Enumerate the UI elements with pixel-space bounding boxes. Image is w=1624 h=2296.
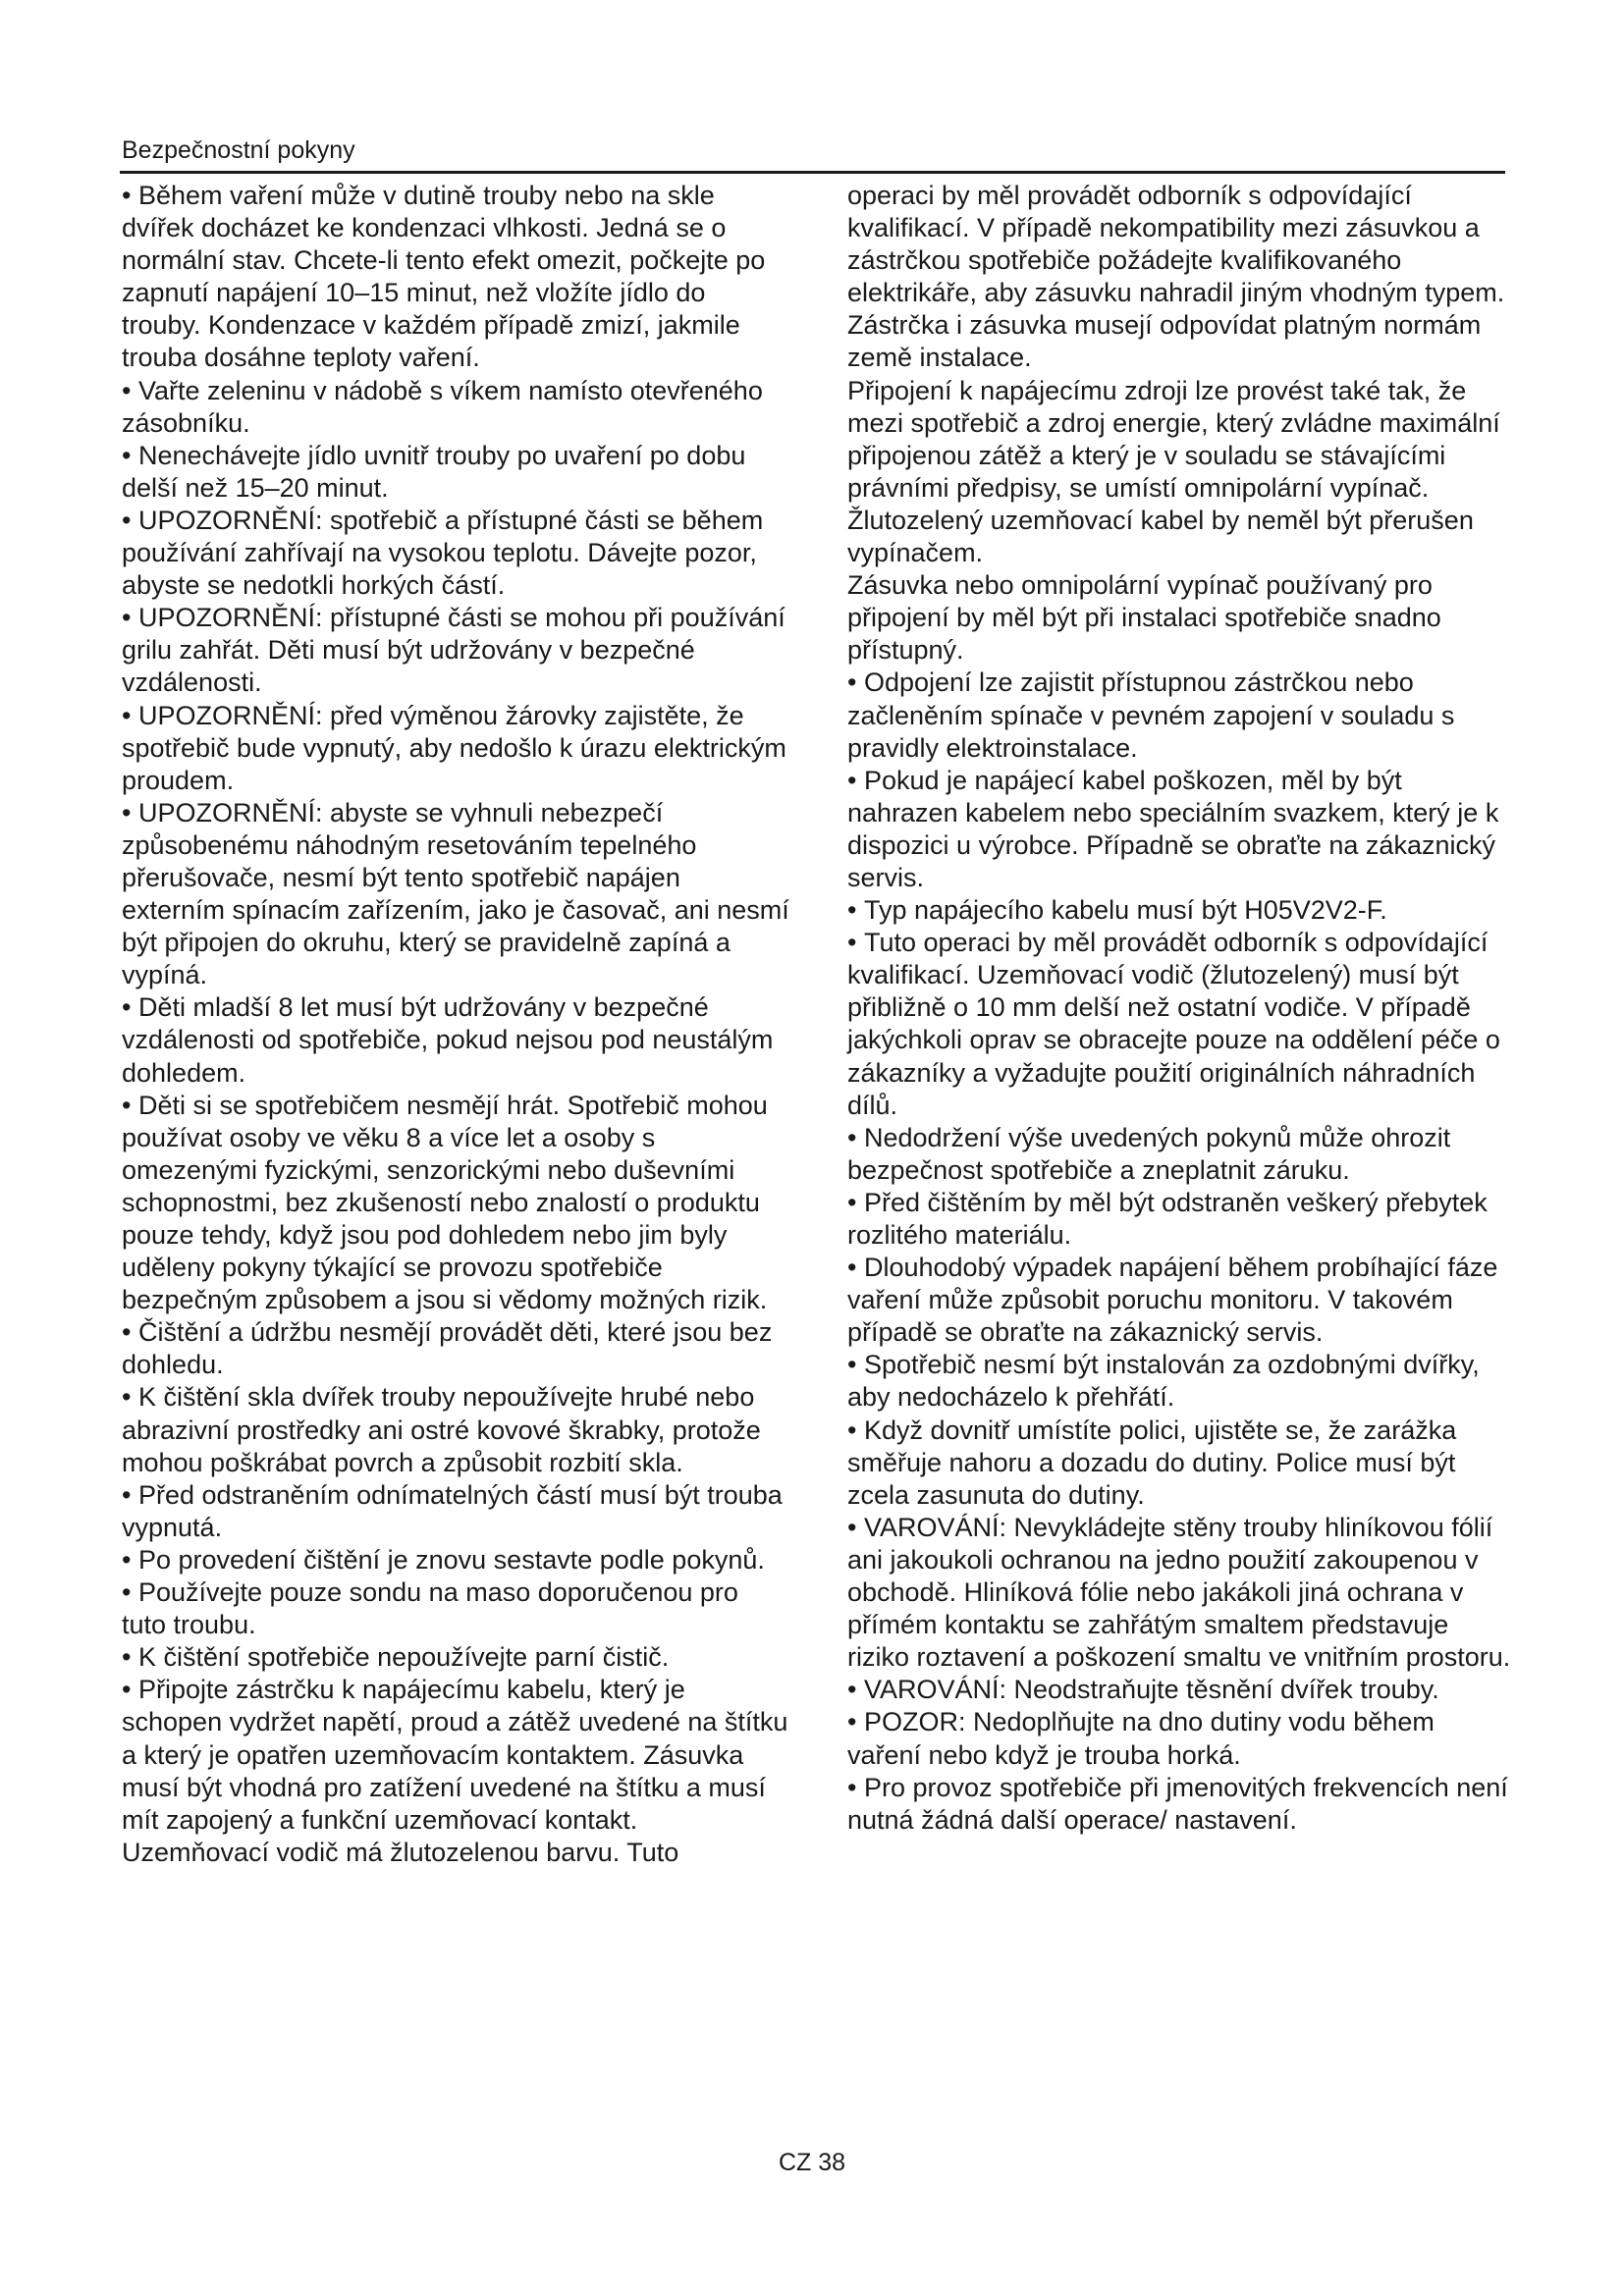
bullet-item: • Děti mladší 8 let musí být udržovány v bezpečné vzdálenosti od spotřebiče, pokud nejsou pod neustálým dohledem. [122, 991, 789, 1089]
bullet-item: • Tuto operaci by měl provádět odborník s odpovídající kvalifikací. Uzemňovací vodič (žlutozelený) musí být přibližně o 10 mm delší než ostatní vodiče. V případě jakýchkoli oprav se obracejte pouze na oddělení péče o zákazníky a vyžadujte použití originálních náhradních dílů. [847, 927, 1515, 1122]
right-column [847, 180, 1515, 1837]
bullet-item: • POZOR: Nedoplňujte na dno dutiny vodu během vaření nebo když je trouba horká. [847, 1706, 1515, 1771]
bullet-item: • UPOZORNĚNÍ: spotřebič a přístupné části se během používání zahřívají na vysokou teplotu. Dávejte pozor, abyste se nedotkli horkých částí. [122, 505, 789, 602]
bullet-item: • VAROVÁNÍ: Nevykládejte stěny trouby hliníkovou fólií ani jakoukoli ochranou na jedno použití zakoupenou v obchodě. Hliníková fólie nebo jakákoli jiná ochrana v přímém kontaktu se zahřátým smaltem představuje riziko roztavení a poškození smaltu ve vnitřním prostoru. [847, 1512, 1515, 1674]
bullet-item: • Během vaření může v dutině trouby nebo na skle dvířek docházet ke kondenzaci vlhkosti. Jedná se o normální stav. Chcete-li tento efekt omezit, počkejte po zapnutí napájení 10–15 minut, než vložíte jídlo do trouby. Kondenzace v každém případě zmizí, jakmile trouba dosáhne teploty vaření. [122, 180, 789, 375]
paragraph: operaci by měl provádět odborník s odpovídající kvalifikací. V případě nekompatibility mezi zásuvkou a zástrčkou spotřebiče požádejte kvalifikovaného elektrikáře, aby zásuvku nahradil jiným vhodným typem. Zástrčka i zásuvka musejí odpovídat platným normám země instalace. [847, 181, 1505, 373]
bullet-item: • Po provedení čištění je znovu sestavte podle pokynů. [122, 1544, 789, 1576]
left-column [122, 180, 789, 1869]
bullet-item: • UPOZORNĚNÍ: abyste se vyhnuli nebezpečí způsobenému náhodným resetováním tepelného přerušovače, nesmí být tento spotřebič napájen externím spínacím zařízením, jako je časovač, ani nesmí být připojen do okruhu, který se pravidelně zapíná a vypíná. [122, 797, 789, 992]
header-rule [120, 171, 1505, 174]
paragraph: Připojení k napájecímu zdroji lze provést také tak, že mezi spotřebič a zdroj energie, který zvládne maximální připojenou zátěž a který je v souladu se stávajícími právními předpisy, se umístí omnipolární vypínač. Žlutozelený uzemňovací kabel by neměl být přerušen vypínačem. [847, 375, 1500, 568]
page-header: Bezpečnostní pokyny [122, 136, 355, 164]
bullet-item: • Před čištěním by měl být odstraněn veškerý přebytek rozlitého materiálu. [847, 1187, 1515, 1252]
bullet-item: • Vařte zeleninu v nádobě s víkem namísto otevřeného zásobníku. [122, 375, 789, 440]
bullet-item: • K čištění skla dvířek trouby nepoužívejte hrubé nebo abrazivní prostředky ani ostré kovové škrabky, protože mohou poškrábat povrch a způsobit rozbití skla. [122, 1381, 789, 1478]
bullet-item: • UPOZORNĚNÍ: před výměnou žárovky zajistěte, že spotřebič bude vypnutý, aby nedošlo k úrazu elektrickým proudem. [122, 700, 789, 797]
bullet-item: • K čištění spotřebiče nepoužívejte parní čistič. [122, 1641, 789, 1674]
bullet-item: • Před odstraněním odnímatelných částí musí být trouba vypnutá. [122, 1479, 789, 1544]
bullet-item: • Dlouhodobý výpadek napájení během probíhající fáze vaření může způsobit poruchu monitoru. V takovém případě se obraťte na zákaznický servis. [847, 1252, 1515, 1349]
bullet-item: • Čištění a údržbu nesmějí provádět děti, které jsou bez dohledu. [122, 1316, 789, 1381]
bullet-item: • Pokud je napájecí kabel poškozen, měl by být nahrazen kabelem nebo speciálním svazkem, který je k dispozici u výrobce. Případně se obraťte na zákaznický servis. [847, 765, 1515, 894]
bullet-item: • Nenechávejte jídlo uvnitř trouby po uvaření po dobu delší než 15–20 minut. [122, 440, 789, 505]
paragraph: Zásuvka nebo omnipolární vypínač používaný pro připojení by měl být při instalaci spotřebiče snadno přístupný. [847, 570, 1441, 666]
bullet-item: • Připojte zástrčku k napájecímu kabelu, který je schopen vydržet napětí, proud a zátěž uvedené na štítku a který je opatřen uzemňovacím kontaktem. Zásuvka musí být vhodná pro zatížení uvedené na štítku a musí mít zapojený a funkční uzemňovací kontakt. [122, 1674, 789, 1836]
page-number: CZ 38 [778, 2149, 846, 2176]
bullet-item: • Odpojení lze zajistit přístupnou zástrčkou nebo začleněním spínače v pevném zapojení v souladu s pravidly elektroinstalace. [847, 667, 1515, 764]
paragraph: Uzemňovací vodič má žlutozelenou barvu. Tuto [122, 1837, 679, 1867]
bullet-item: • Pro provoz spotřebiče při jmenovitých frekvencích není nutná žádná další operace/ nastavení. [847, 1772, 1515, 1837]
bullet-item: • Nedodržení výše uvedených pokynů může ohrozit bezpečnost spotřebiče a zneplatnit záruku. [847, 1122, 1515, 1187]
bullet-item: • VAROVÁNÍ: Neodstraňujte těsnění dvířek trouby. [847, 1674, 1515, 1706]
bullet-item: • Typ napájecího kabelu musí být H05V2V2-F. [847, 894, 1515, 927]
bullet-item: • Když dovnitř umístíte polici, ujistěte se, že zarážka směřuje nahoru a dozadu do dutiny. Police musí být zcela zasunuta do dutiny. [847, 1415, 1515, 1512]
bullet-item: • Používejte pouze sondu na maso doporučenou pro tuto troubu. [122, 1576, 789, 1641]
bullet-item: • Děti si se spotřebičem nesmějí hrát. Spotřebič mohou používat osoby ve věku 8 a více let a osoby s omezenými fyzickými, senzorickými nebo duševními schopnostmi, bez zkušeností nebo znalostí o produktu pouze tehdy, když jsou pod dohledem nebo jim byly uděleny pokyny týkající se provozu spotřebiče bezpečným způsobem a jsou si vědomy možných rizik. [122, 1090, 789, 1317]
bullet-item: • UPOZORNĚNÍ: přístupné části se mohou při používání grilu zahřát. Děti musí být udržovány v bezpečné vzdálenosti. [122, 602, 789, 699]
bullet-item: • Spotřebič nesmí být instalován za ozdobnými dvířky, aby nedocházelo k přehřátí. [847, 1349, 1515, 1414]
